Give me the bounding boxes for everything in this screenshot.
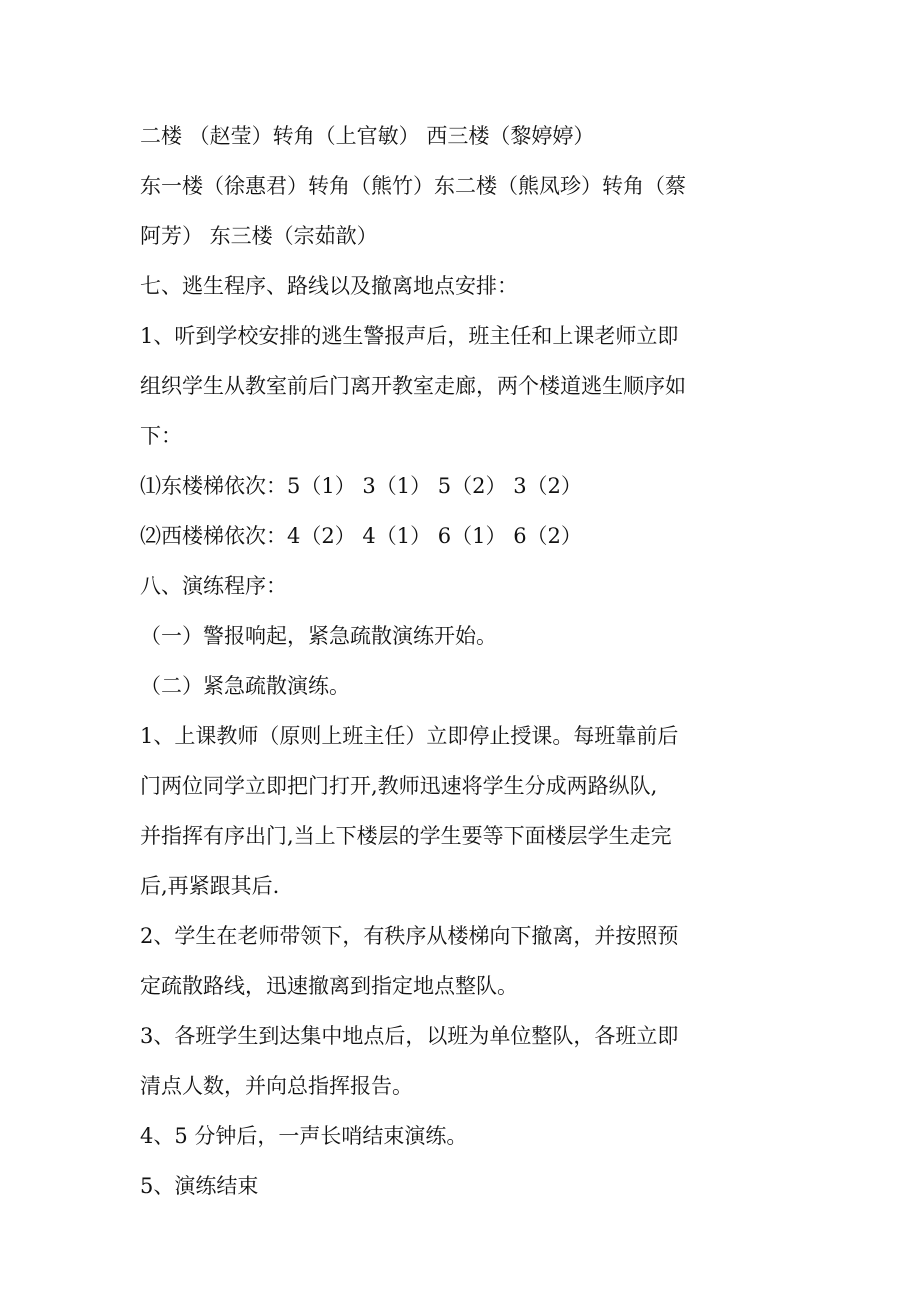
text-line: 定疏散路线，迅速撤离到指定地点整队。: [140, 974, 518, 998]
list-item: ⑴东楼梯依次：5（1） 3（1） 5（2） 3（2）: [140, 474, 582, 498]
text-line: 5、演练结束: [140, 1174, 259, 1198]
text-line: 1、听到学校安排的逃生警报声后，班主任和上课老师立即: [140, 324, 679, 348]
text-line: 清点人数，并向总指挥报告。: [140, 1074, 413, 1098]
text-line: 东一楼（徐惠君）转角（熊竹）东二楼（熊凤珍）转角（蔡: [140, 174, 686, 198]
section-heading: 七、逃生程序、路线以及撤离地点安排：: [140, 274, 518, 298]
section-heading: 八、演练程序：: [140, 574, 287, 598]
text-line: 阿芳） 东三楼（宗茹歆）: [140, 224, 378, 248]
list-item: ⑵西楼梯依次：4（2） 4（1） 6（1） 6（2）: [140, 524, 582, 548]
text-line: 二楼 （赵莹）转角（上官敏） 西三楼（黎婷婷）: [140, 124, 595, 148]
subsection-heading: （一）警报响起，紧急疏散演练开始。: [140, 624, 497, 648]
text-line: 下：: [140, 424, 182, 448]
text-line: 组织学生从教室前后门离开教室走廊，两个楼道逃生顺序如: [140, 374, 686, 398]
text-line: 1、上课教师（原则上班主任）立即停止授课。每班靠前后: [140, 724, 679, 748]
text-line: 2、学生在老师带领下，有秩序从楼梯向下撤离，并按照预: [140, 924, 679, 948]
text-line: 后,再紧跟其后.: [140, 874, 280, 898]
text-line: 3、各班学生到达集中地点后，以班为单位整队，各班立即: [140, 1024, 679, 1048]
text-line: 门两位同学立即把门打开,教师迅速将学生分成两路纵队,: [140, 774, 658, 798]
text-line: 并指挥有序出门,当上下楼层的学生要等下面楼层学生走完: [140, 824, 672, 848]
text-line: 4、5 分钟后，一声长哨结束演练。: [140, 1124, 468, 1148]
document-body: [140, 115, 780, 1215]
subsection-heading: （二）紧急疏散演练。: [140, 674, 350, 698]
